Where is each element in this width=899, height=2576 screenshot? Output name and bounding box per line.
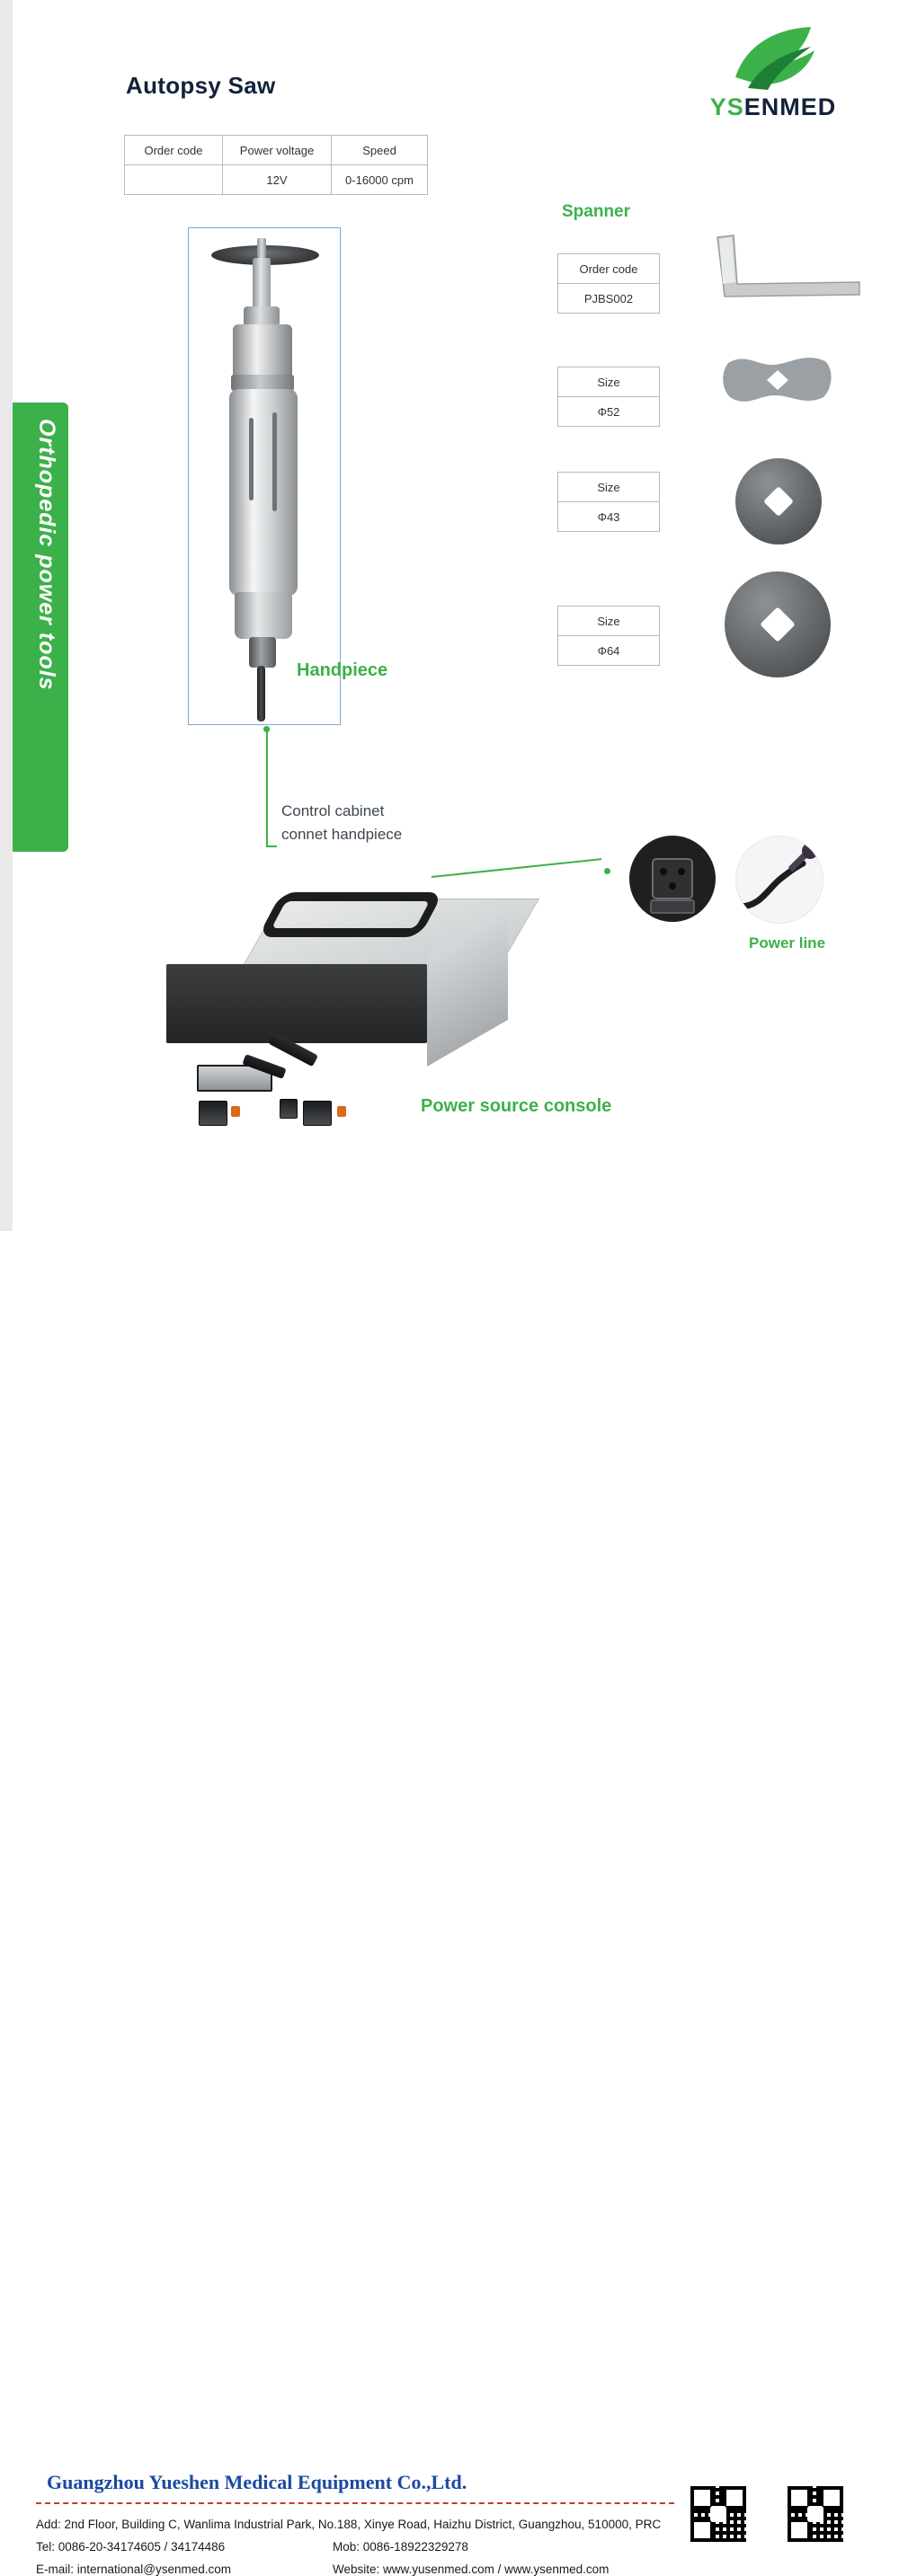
handpiece-shaft [257,238,266,258]
qr-eye [723,2486,746,2510]
blade-arbor-hole [763,486,794,517]
console-front-panel [166,964,427,1043]
footer-divider [36,2502,674,2504]
footer-email: E-mail: international@ysenmed.com [36,2563,232,2576]
accessory-value: PJBS002 [558,284,660,314]
vertical-category-label: Orthopedic power tools [34,419,59,691]
spec-value-order-code [125,165,223,195]
spec-header-order-code: Order code [125,136,223,165]
spec-header-speed: Speed [332,136,428,165]
spec-table-row [125,165,428,195]
handpiece-collar [244,306,280,326]
iec-socket-icon [629,836,716,922]
spec-table-header-row [125,136,428,165]
qr-center-logo [710,2506,726,2522]
accessory-value: Φ64 [558,636,660,666]
console-handle [258,892,444,937]
console-switch-left[interactable] [199,1101,227,1126]
callout-text [281,800,402,846]
footer-tel: Tel: 0086-20-34174605 / 34174486 [36,2540,226,2554]
console-knob-right[interactable] [337,1106,346,1117]
circular-blade-large-icon [725,571,831,677]
spec-value-speed: 0-16000 cpm [332,165,428,195]
spec-header-power-voltage: Power voltage [223,136,332,165]
callout-line-1: Control cabinet [281,802,385,819]
accessory-header: Size [558,606,660,636]
qr-eye [788,2518,811,2542]
accessory-header: Size [558,367,660,397]
qr-eye [690,2518,714,2542]
hex-key-icon [710,232,863,313]
circular-blade-small-icon [735,458,822,544]
handpiece-slot [249,418,254,500]
accessory-value: Φ43 [558,502,660,532]
blade-arbor-hole [760,606,796,642]
footer-website: Website: www.yusenmed.com / www.ysenmed.com [333,2563,610,2576]
handpiece-illustration [188,227,339,723]
qr-code-left [690,2486,746,2542]
oscillating-blade-icon [719,352,836,408]
brand-wordmark [674,93,872,121]
vertical-category-tab [13,403,68,852]
spec-table [124,135,428,195]
handpiece-label: Handpiece [297,660,388,680]
handpiece-slot [272,412,277,511]
qr-center-logo [807,2506,823,2522]
handpiece-main-body [229,389,298,596]
spanner-section-title: Spanner [562,202,631,221]
handpiece-connector [249,637,276,668]
callout-line-elbow [266,845,277,847]
accessory-table-spanner [557,253,660,314]
accessory-header: Size [558,473,660,502]
accessory-table-blade-43 [557,472,660,532]
console-switch-right[interactable] [303,1101,332,1126]
footer [0,1233,899,2576]
socket-dot [604,868,610,874]
page-title: Autopsy Saw [126,72,276,99]
handpiece-cable [257,666,265,721]
footer-company-name: Guangzhou Yueshen Medical Equipment Co.,Ltd. [47,2471,467,2493]
power-plug-photo [735,836,823,924]
console-knob-left[interactable] [231,1106,240,1117]
power-inlet-photo [629,836,716,922]
footer-mobile: Mob: 0086-18922329278 [333,2540,468,2554]
power-console-illustration [162,876,521,1128]
power-plug-icon [736,837,823,923]
handpiece-neck [253,258,271,310]
power-console-label: Power source console [421,1096,612,1116]
brand-logo [674,22,872,129]
callout-line-vertical [266,730,268,846]
footer-address: Add: 2nd Floor, Building C, Wanlima Industrial Park, No.188, Xinye Road, Haizhu District, Guangzhou, 510000, PRC [36,2518,662,2531]
console-switch-mid[interactable] [280,1099,298,1119]
callout-line-2: connet handpiece [281,826,403,843]
console-to-socket-line [432,858,601,878]
handpiece-upper-body [233,324,292,378]
accessory-table-blade-52 [557,367,660,427]
accessory-table-blade-64 [557,606,660,666]
qr-eye [820,2486,843,2510]
spec-value-power-voltage: 12V [223,165,332,195]
leaf-icon [728,22,827,93]
brand-wordmark-enmed: ENMED [743,93,837,120]
power-line-label: Power line [749,934,826,952]
accessory-value: Φ52 [558,397,660,427]
left-grey-strip [0,0,13,1231]
brand-wordmark-ys: YS [709,93,744,120]
accessory-header: Order code [558,254,660,284]
handpiece-base [235,592,292,639]
qr-code-right [788,2486,843,2542]
